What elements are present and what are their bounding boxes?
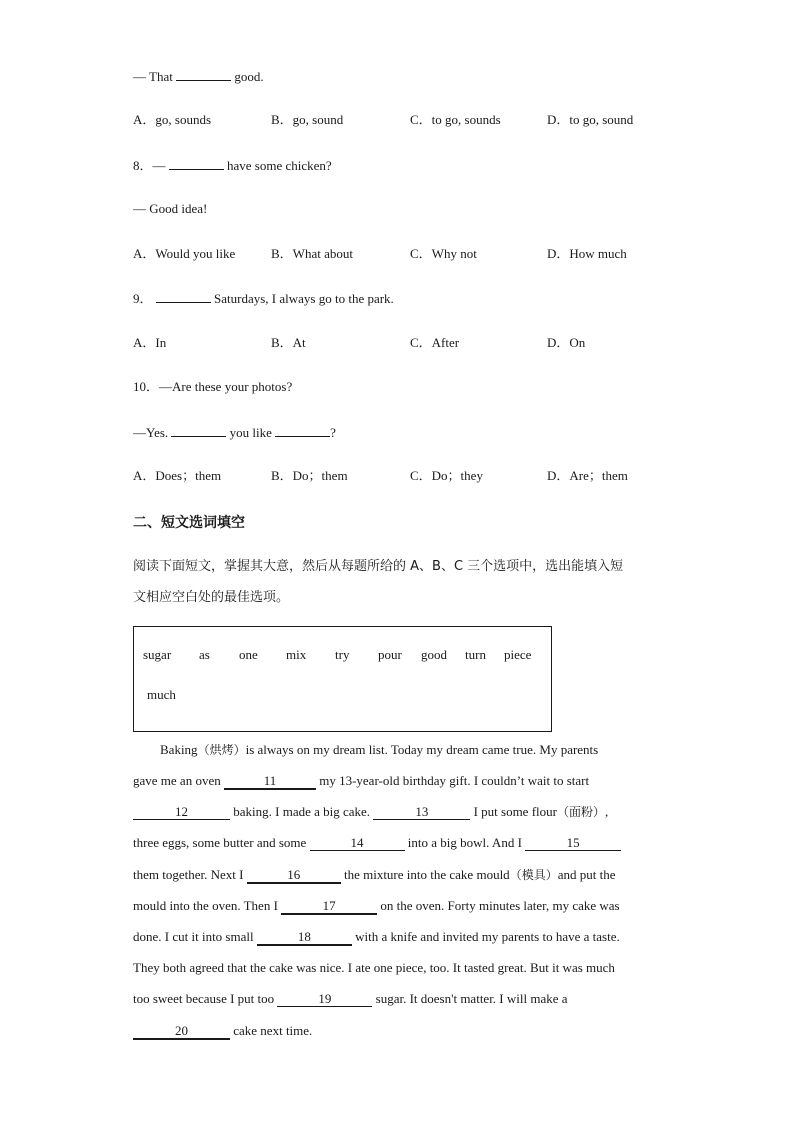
passage-text: with a knife and invited my parents to have a taste. <box>355 929 620 944</box>
q8-option-c[interactable]: C．Why not <box>410 246 477 261</box>
blank-14[interactable]: 14 <box>310 836 405 851</box>
blank-12[interactable]: 12 <box>133 805 230 820</box>
section-instruction <box>133 551 663 613</box>
q10-option-a[interactable]: A．Does；them <box>133 468 222 483</box>
passage-line-7 <box>133 929 658 946</box>
q10-blank-1[interactable] <box>171 424 226 437</box>
q9-stem-text: Saturdays, I always go to the park. <box>214 291 394 306</box>
q7-dialog-end: good. <box>234 69 264 84</box>
q7-dialog-line <box>133 68 264 85</box>
q8-reply: — Good idea! <box>133 201 208 216</box>
q10-blank-2[interactable] <box>275 424 330 437</box>
word-bank-item: mix <box>286 647 307 662</box>
passage-text: I put some flour <box>473 804 557 819</box>
q7-blank[interactable] <box>176 68 231 81</box>
passage-gloss: （模具） <box>509 868 558 882</box>
section-title: 二、短文选词填空 <box>133 515 245 531</box>
passage-line-4 <box>133 835 658 851</box>
passage-text: , <box>604 804 609 819</box>
passage-line-9 <box>133 991 658 1007</box>
word-bank-item: sugar <box>143 647 172 662</box>
passage-text: too sweet because I put too <box>133 991 275 1006</box>
passage-text: Baking <box>160 742 198 757</box>
passage-text: my 13-year-old birthday gift. I couldn’t wait to start <box>319 773 590 788</box>
passage-line-8: They both agreed that the cake was nice. I ate one piece, too. It tasted great. But it was much <box>133 960 615 975</box>
instruction-line-2: 文相应空白处的最佳选项。 <box>133 590 290 605</box>
q9-number: 9． <box>133 291 153 306</box>
q7-option-c[interactable]: C．to go, sounds <box>410 112 501 127</box>
q8-stem-text: have some chicken? <box>227 158 332 173</box>
passage-text: them together. Next I <box>133 867 244 882</box>
passage-text: mould into the oven. Then I <box>133 898 278 913</box>
q8-option-b[interactable]: B．What about <box>271 246 353 261</box>
q7-dialog-start: — That <box>133 69 173 84</box>
q7-option-a[interactable]: A．go, sounds <box>133 112 212 127</box>
q9-stem <box>133 290 394 307</box>
q9-option-d[interactable]: D．On <box>547 335 586 350</box>
q9-options <box>133 335 673 351</box>
passage-gloss: （烘烤） <box>197 743 246 757</box>
passage-gloss: （面粉） <box>556 805 605 819</box>
passage-line-10 <box>133 1023 658 1040</box>
q8-stem <box>133 157 332 174</box>
passage-text: sugar. It doesn't matter. I will make a <box>375 991 568 1006</box>
q10-reply-end: ? <box>330 425 336 440</box>
passage-text: three eggs, some butter and some <box>133 835 307 850</box>
blank-18[interactable]: 18 <box>257 930 352 946</box>
word-bank-item: good <box>421 647 447 662</box>
word-bank-item: one <box>239 647 258 662</box>
blank-13[interactable]: 13 <box>373 805 470 820</box>
passage-line-2 <box>133 773 658 790</box>
q7-option-b[interactable]: B．go, sound <box>271 112 344 127</box>
passage-text: on the oven. Forty minutes later, my cake was <box>380 898 620 913</box>
q10-option-b[interactable]: B．Do；them <box>271 468 348 483</box>
passage-text: baking. I made a big cake. <box>233 804 371 819</box>
blank-20[interactable]: 20 <box>133 1024 230 1040</box>
passage-text: is always on my dream list. Today my dream came true. My parents <box>245 742 599 757</box>
q8-option-a[interactable]: A．Would you like <box>133 246 236 261</box>
q9-blank[interactable] <box>156 290 211 303</box>
word-bank-item: piece <box>504 647 532 662</box>
q9-option-b[interactable]: B．At <box>271 335 306 350</box>
q9-option-a[interactable]: A．In <box>133 335 167 350</box>
passage-text: and put the <box>557 867 616 882</box>
blank-19[interactable]: 19 <box>277 992 372 1007</box>
q10-reply-middle: you like <box>229 425 272 440</box>
q10-options <box>133 468 673 484</box>
blank-16[interactable]: 16 <box>247 868 341 884</box>
q7-options <box>133 112 673 128</box>
q9-option-c[interactable]: C．After <box>410 335 460 350</box>
word-bank-item: much <box>147 687 176 702</box>
word-bank-item: turn <box>465 647 486 662</box>
passage-line-5 <box>133 867 658 884</box>
passage-line-3 <box>133 804 658 820</box>
passage-text: the mixture into the cake mould <box>343 867 510 882</box>
word-bank-item: as <box>199 647 210 662</box>
blank-15[interactable]: 15 <box>525 836 621 851</box>
q10-stem: 10．—Are these your photos? <box>133 379 293 394</box>
blank-11[interactable]: 11 <box>224 774 316 790</box>
q10-option-c[interactable]: C．Do；they <box>410 468 483 483</box>
word-bank-item: try <box>335 647 350 662</box>
passage-text: cake next time. <box>233 1023 313 1038</box>
q8-options <box>133 246 673 262</box>
passage-text: gave me an oven <box>133 773 221 788</box>
q8-option-d[interactable]: D．How much <box>547 246 627 261</box>
passage-line-1 <box>160 742 658 758</box>
passage-line-6 <box>133 898 658 915</box>
word-bank-box <box>133 626 552 732</box>
passage-text: done. I cut it into small <box>133 929 254 944</box>
q7-option-d[interactable]: D．to go, sound <box>547 112 634 127</box>
q10-reply-start: —Yes. <box>133 425 169 440</box>
q8-number: 8．— <box>133 158 166 173</box>
instruction-line-1: 阅读下面短文，掌握其大意，然后从每题所给的 A、B、C 三个选项中，选出能填入短 <box>133 559 624 574</box>
word-bank-item: pour <box>378 647 402 662</box>
q10-reply <box>133 424 336 441</box>
q10-option-d[interactable]: D．Are；them <box>547 468 628 483</box>
q8-blank[interactable] <box>169 157 224 170</box>
blank-17[interactable]: 17 <box>281 899 377 915</box>
passage-text: into a big bowl. And I <box>407 835 522 850</box>
